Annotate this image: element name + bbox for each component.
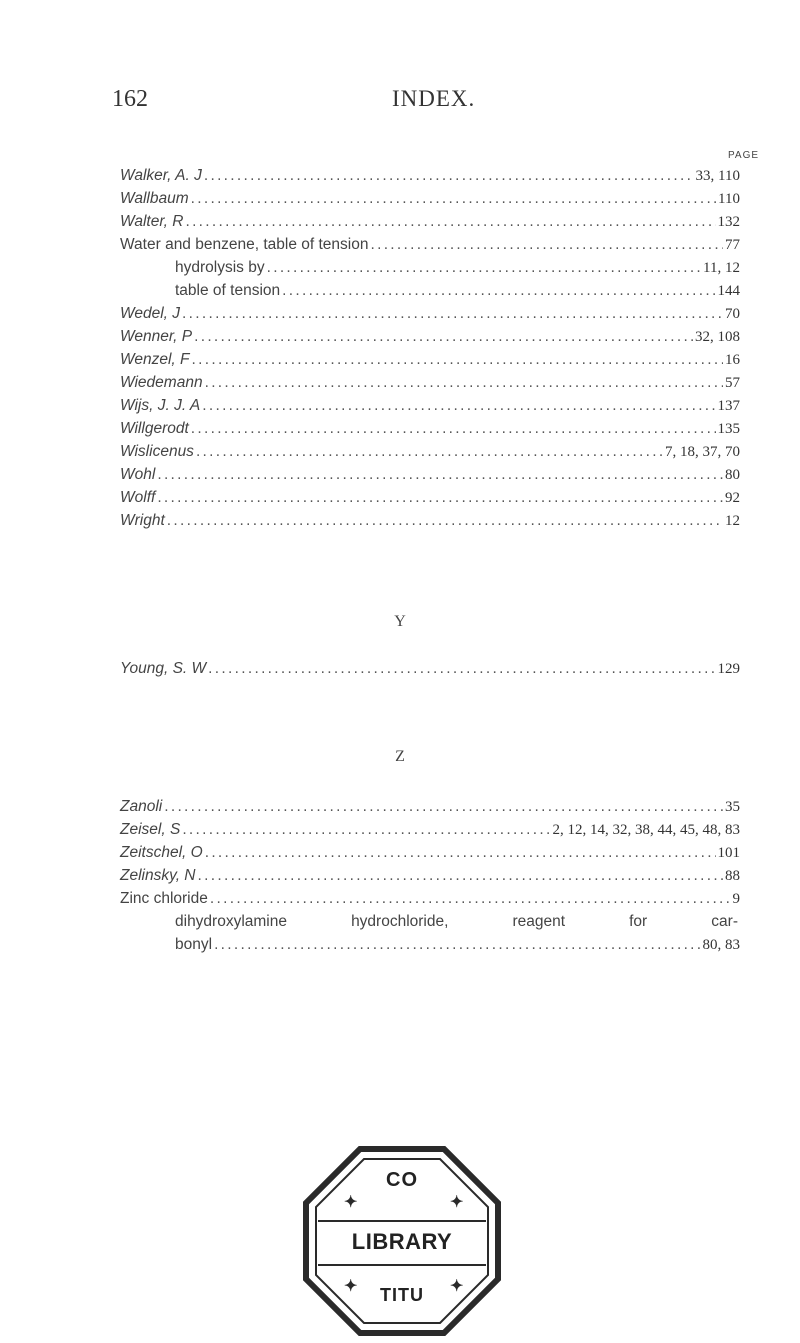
entry-pages: 12 <box>725 513 740 529</box>
index-entry <box>120 844 740 867</box>
index-entry <box>120 236 740 259</box>
dot-leader <box>370 236 723 254</box>
index-entry <box>120 420 740 443</box>
entry-name: Wiedemann <box>120 374 203 391</box>
entry-pages: 80, 83 <box>702 937 740 953</box>
entry-pages: 129 <box>717 661 740 677</box>
index-entry <box>120 167 740 190</box>
entry-name: Young, S. W <box>120 660 207 677</box>
index-entry <box>120 936 740 959</box>
index-entry <box>120 305 740 328</box>
dot-leader <box>202 397 715 415</box>
index-entry <box>120 443 740 466</box>
index-entry <box>120 213 740 236</box>
dot-leader <box>205 844 716 862</box>
entry-name: hydrolysis by <box>175 259 265 276</box>
dot-leader <box>182 305 723 323</box>
entry-name: Zanoli <box>120 798 163 815</box>
continuation-word: reagent <box>512 913 566 930</box>
entry-pages: 33, 110 <box>695 168 740 184</box>
index-continued-entry <box>120 913 740 959</box>
dot-leader <box>191 190 716 208</box>
entry-name: Wenzel, F <box>120 351 190 368</box>
entry-pages: 135 <box>717 421 740 437</box>
page-header <box>112 86 712 116</box>
entry-pages: 35 <box>725 799 740 815</box>
index-section-y <box>120 660 740 683</box>
dot-leader <box>157 466 723 484</box>
entry-pages: 88 <box>725 868 740 884</box>
entry-pages: 57 <box>725 375 740 391</box>
entry-name: Walter, R <box>120 213 184 230</box>
entry-name: Wijs, J. J. A <box>120 397 201 414</box>
dot-leader <box>196 443 663 461</box>
continuation-word: for <box>629 913 648 930</box>
index-entry <box>120 259 740 282</box>
index-entry <box>120 821 740 844</box>
index-entry-continuation <box>120 913 740 936</box>
entry-pages: 2, 12, 14, 32, 38, 44, 45, 48, 83 <box>552 822 740 838</box>
stamp-bottom-text: TITU <box>380 1285 424 1305</box>
stamp-top-text: CO <box>386 1169 418 1191</box>
entry-name: Walker, A. J <box>120 167 202 184</box>
entry-name: Zeitschel, O <box>120 844 203 861</box>
dot-leader <box>164 798 723 816</box>
svg-text:✦: ✦ <box>344 1194 358 1211</box>
index-entry <box>120 397 740 420</box>
entry-name: Zinc chloride <box>120 890 208 907</box>
dot-leader <box>157 489 723 507</box>
dot-leader <box>192 351 724 369</box>
running-title: INDEX. <box>392 86 476 111</box>
section-letter-z: Z <box>395 748 405 765</box>
entry-pages: 144 <box>717 283 740 299</box>
entry-pages: 92 <box>725 490 740 506</box>
stamp-library-text: LIBRARY <box>351 1229 453 1254</box>
svg-text:✦: ✦ <box>344 1278 358 1295</box>
entry-name: Zeisel, S <box>120 821 181 838</box>
index-entry <box>120 890 740 913</box>
continuation-line-1 <box>175 913 740 931</box>
svg-text:✦: ✦ <box>450 1278 464 1295</box>
index-entry <box>120 798 740 821</box>
continuation-word: car- <box>711 913 738 930</box>
svg-text:✦: ✦ <box>450 1194 464 1211</box>
dot-leader <box>167 512 723 530</box>
entry-name: bonyl <box>175 936 213 953</box>
entry-name: Wedel, J <box>120 305 181 322</box>
index-section-w <box>120 167 740 535</box>
index-entry <box>120 282 740 305</box>
entry-pages: 132 <box>717 214 740 230</box>
index-entry <box>120 374 740 397</box>
dot-leader <box>205 374 723 392</box>
dot-leader <box>204 167 694 185</box>
entry-name: Wallbaum <box>120 190 189 207</box>
page-column-heading: PAGE <box>728 150 760 161</box>
entry-name: Zelinsky, N <box>120 867 196 884</box>
entry-name: Water and benzene, table of tension <box>120 236 369 253</box>
entry-pages: 16 <box>725 352 740 368</box>
entry-pages: 80 <box>725 467 740 483</box>
entry-name: Wolff <box>120 489 156 506</box>
dot-leader <box>182 821 550 839</box>
dot-leader <box>191 420 716 438</box>
entry-name: Wislicenus <box>120 443 194 460</box>
page-number: 162 <box>112 86 148 112</box>
index-entry <box>120 466 740 489</box>
dot-leader <box>185 213 715 231</box>
entry-pages: 77 <box>725 237 740 253</box>
entry-pages: 101 <box>717 845 740 861</box>
dot-leader <box>198 867 723 885</box>
section-letter-y: Y <box>394 613 406 630</box>
index-entry <box>120 660 740 683</box>
entry-pages: 137 <box>717 398 740 414</box>
dot-leader <box>210 890 731 908</box>
entry-name: Willgerodt <box>120 420 189 437</box>
entry-name: Wenner, P <box>120 328 193 345</box>
entry-name: Wright <box>120 512 165 529</box>
continuation-word: dihydroxylamine <box>175 913 287 930</box>
dot-leader <box>267 259 701 277</box>
index-section-z <box>120 798 740 913</box>
dot-leader <box>214 936 700 954</box>
dot-leader <box>282 282 715 300</box>
dot-leader <box>208 660 715 678</box>
entry-pages: 7, 18, 37, 70 <box>665 444 740 460</box>
entry-pages: 32, 108 <box>695 329 740 345</box>
index-entry <box>120 328 740 351</box>
entry-pages: 11, 12 <box>703 260 740 276</box>
index-entry <box>120 512 740 535</box>
entry-pages: 9 <box>732 891 740 907</box>
library-stamp <box>302 1143 502 1339</box>
continuation-word: hydrochloride, <box>351 913 449 930</box>
dot-leader <box>194 328 693 346</box>
index-entry <box>120 351 740 374</box>
entry-pages: 70 <box>725 306 740 322</box>
index-entry <box>120 190 740 213</box>
index-entry <box>120 489 740 512</box>
entry-name: Wohl <box>120 466 156 483</box>
index-entry <box>120 867 740 890</box>
entry-pages: 110 <box>718 191 740 207</box>
entry-name: table of tension <box>175 282 281 299</box>
